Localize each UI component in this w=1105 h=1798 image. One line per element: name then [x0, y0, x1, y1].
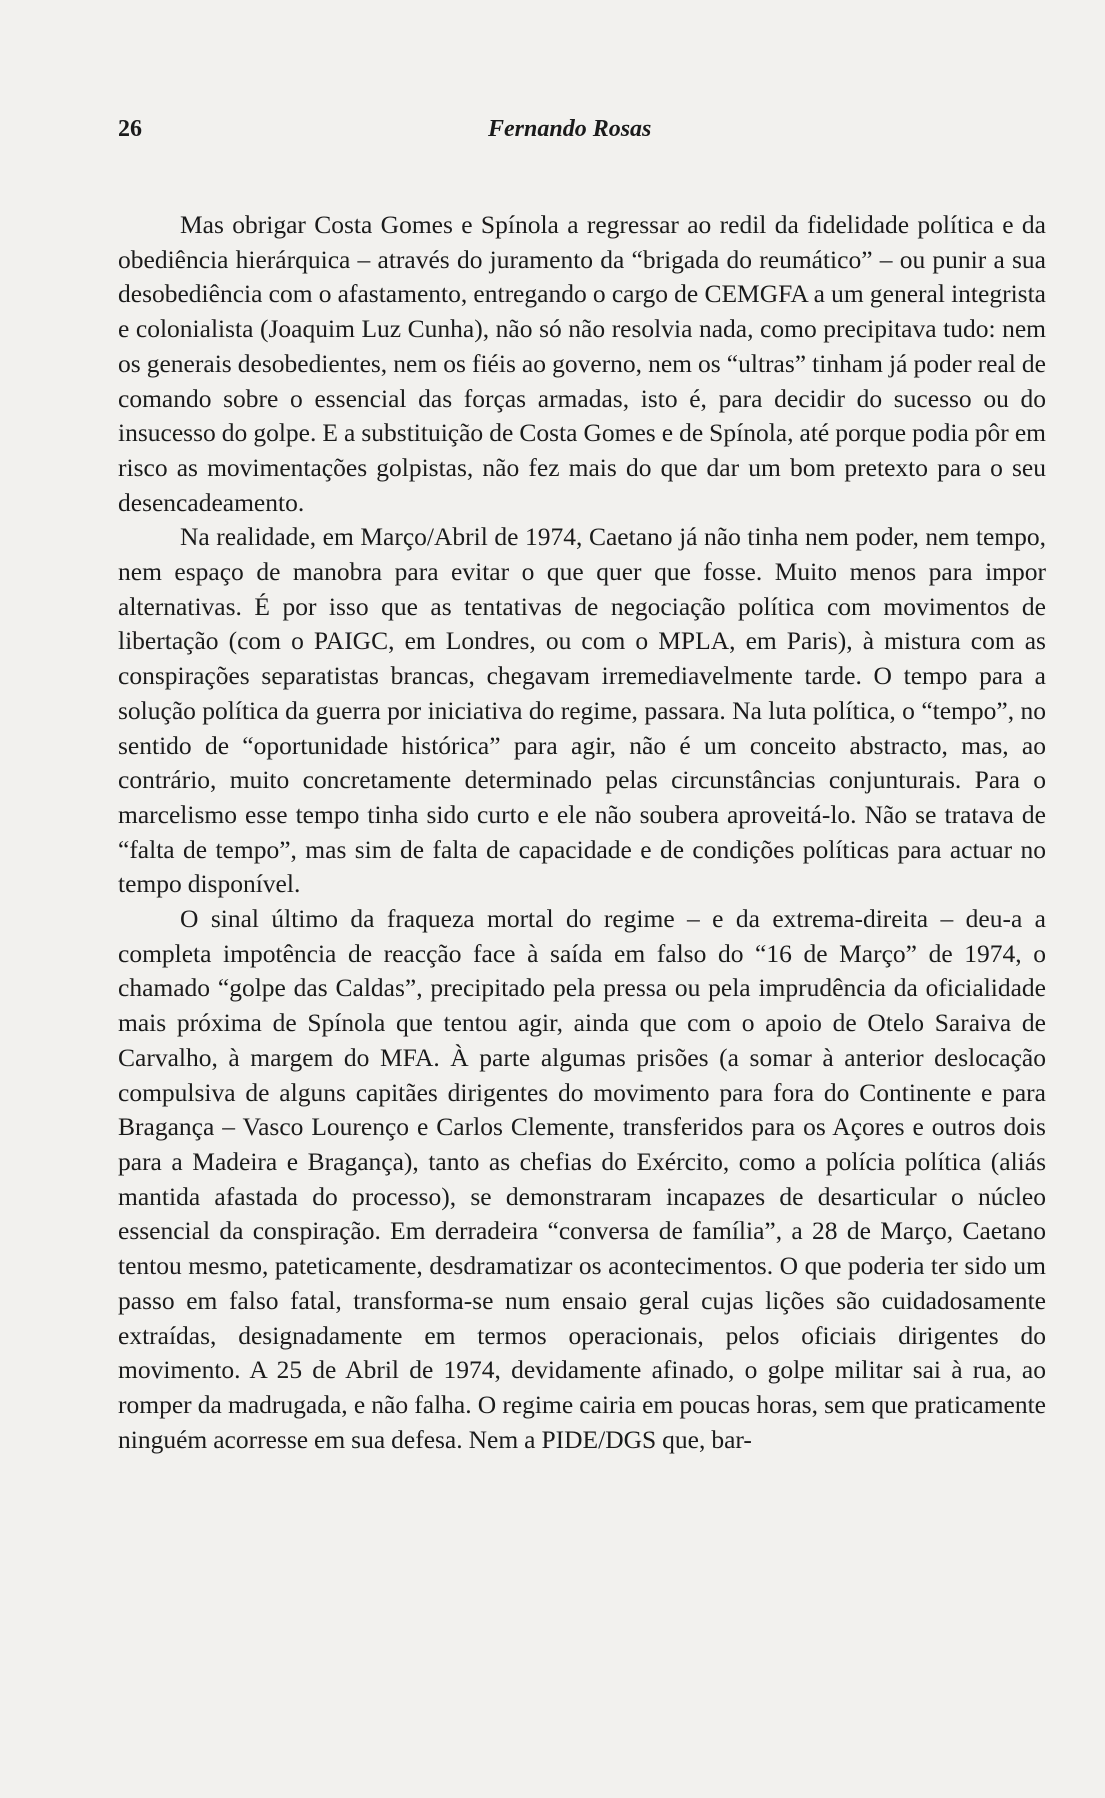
running-head-author: Fernando Rosas — [488, 116, 652, 142]
body-text — [118, 208, 1046, 1457]
paragraph: O sinal último da fraqueza mortal do regime – e da extrema-direita – deu-a a completa impotência de reacção face à saída em falso do “16 de Março” de 1974, o chamado “golpe das Caldas”, precipitado pela pressa ou pela imprudência da oficialidade mais próxima de Spínola que tentou agir, ainda que com o apoio de Otelo Saraiva de Carvalho, à margem do MFA. À parte algumas prisões (a somar à anterior deslocação compulsiva de alguns capitães dirigentes do movimento para fora do Continente e para Bragança – Vasco Lourenço e Carlos Clemente, transferidos para os Açores e outros dois para a Madeira e Bragança), tanto as chefias do Exército, como a polícia política (aliás mantida afastada do processo), se demonstraram incapazes de desarticular o núcleo essencial da conspiração. Em derradeira “conversa de família”, a 28 de Março, Caetano tentou mesmo, pateticamente, desdramatizar os acontecimentos. O que poderia ter sido um passo em falso fatal, transforma-se num ensaio geral cujas lições são cuidadosamente extraídas, designadamente em termos operacionais, pelos oficiais dirigentes do movimento. A 25 de Abril de 1974, devidamente afinado, o golpe militar sai à rua, ao romper da madrugada, e não falha. O regime cairia em poucas horas, sem que praticamente ninguém acorresse em sua defesa. Nem a PIDE/DGS que, bar- — [118, 904, 1046, 1454]
paragraph: Na realidade, em Março/Abril de 1974, Caetano já não tinha nem poder, nem tempo, nem espaço de manobra para evitar o que quer que fosse. Muito menos para impor alternativas. É por isso que as tentativas de negociação política com movimentos de libertação (com o PAIGC, em Londres, ou com o MPLA, em Paris), à mistura com as conspirações separatistas brancas, chegavam irremediavelmente tarde. O tempo para a solução política da guerra por iniciativa do regime, passara. Na luta política, o “tempo”, no sentido de “oportunidade histórica” para agir, não é um conceito abstracto, mas, ao contrário, muito concretamente determinado pelas circunstâncias conjunturais. Para o marcelismo esse tempo tinha sido curto e ele não soubera aproveitá-lo. Não se tratava de “falta de tempo”, mas sim de falta de capacidade e de condições políticas para actuar no tempo disponível. — [118, 522, 1046, 899]
page-header — [118, 116, 1046, 148]
page-number: 26 — [118, 116, 142, 142]
paragraph: Mas obrigar Costa Gomes e Spínola a regressar ao redil da fidelidade política e da obediência hierárquica – através do juramento da “brigada do reumático” – ou punir a sua desobediência com o afastamento, entregando o cargo de CEMGFA a um general integrista e colonialista (Joaquim Luz Cunha), não só não resolvia nada, como precipitava tudo: nem os generais desobedientes, nem os fiéis ao governo, nem os “ultras” tinham já poder real de comando sobre o essencial das forças armadas, isto é, para decidir do sucesso ou do insucesso do golpe. E a substituição de Costa Gomes e de Spínola, até porque podia pôr em risco as movimentações golpistas, não fez mais do que dar um bom pretexto para o seu desencadeamento. — [118, 210, 1046, 517]
